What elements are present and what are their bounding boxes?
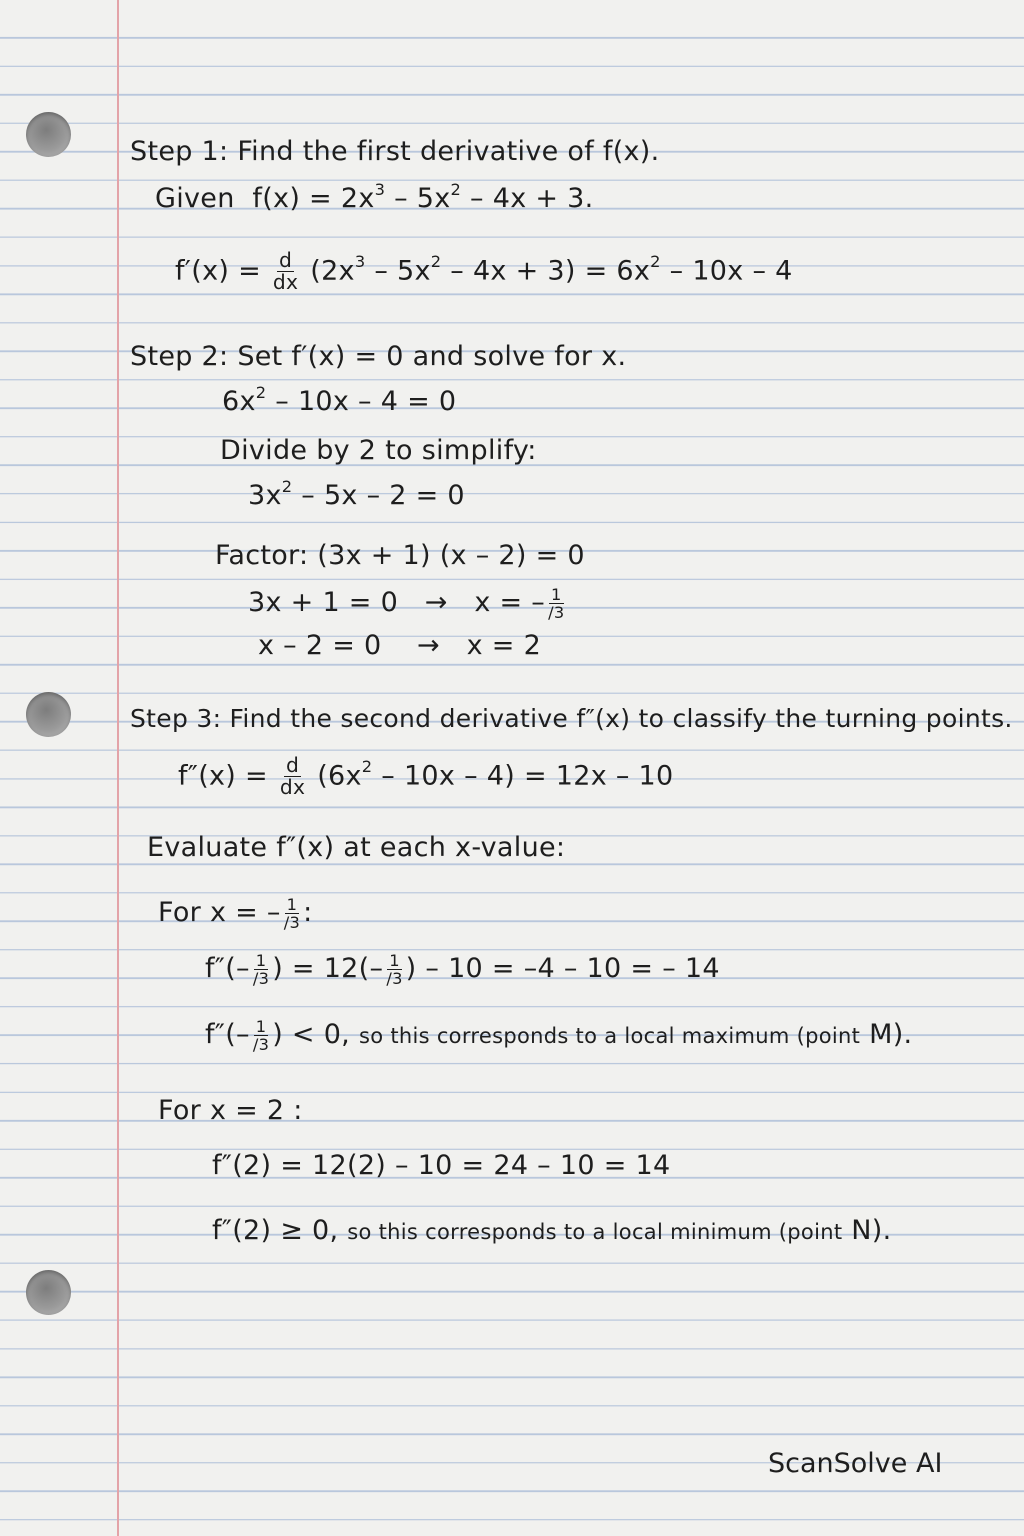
case1-concl-fraction: $\frac{1}{/3}$ [252, 1017, 270, 1054]
divide-note: Divide by 2 to simplify: [220, 435, 537, 466]
step3-heading: Step 3: Find the second derivative f″(x) to classify the turning points. [130, 704, 1013, 733]
root1-line: 3x + 1 = 0 → x = – $\frac{1}{/3}$ [248, 585, 565, 622]
second-derivative-equation: f″(x) = $\frac{d}{dx}$ $(6x^2 - 10x - 4) = 12x - 10$ [178, 753, 674, 800]
scansolve-watermark: ScanSolve AI [768, 1448, 943, 1479]
case1-calc-fraction-b: $\frac{1}{/3}$ [386, 951, 403, 988]
case1-conclusion: f″(– $\frac{1}{/3}$ ) < 0, so this corresponds to a local maximum (point M). [205, 1017, 913, 1054]
d-dx-fraction-2: $\frac{d}{dx}$ [279, 753, 306, 800]
step1-heading: Step 1: Find the first derivative of f(x). [130, 136, 660, 167]
case1-calc-fraction-a: $\frac{1}{/3}$ [252, 951, 270, 988]
punch-hole-middle [26, 692, 71, 737]
case2-label: For x = 2 : [158, 1095, 303, 1126]
punch-hole-top [26, 112, 71, 157]
root2-line: x – 2 = 0 → x = 2 [258, 630, 542, 661]
case1-label: For x = – $\frac{1}{/3}$ : [158, 895, 313, 932]
d-dx-fraction: $\frac{d}{dx}$ [272, 248, 299, 295]
root1-fraction: $\frac{1}{/3}$ [548, 585, 565, 622]
case1-fraction: $\frac{1}{/3}$ [283, 895, 301, 932]
case2-calculation: f″(2) = 12(2) – 10 = 24 – 10 = 14 [212, 1150, 671, 1181]
case1-calculation: f″(– $\frac{1}{/3}$ ) = 12(– $\frac{1}{/3}$ ) – 10 = –4 – 10 = – 14 [205, 951, 720, 988]
case2-conclusion: f″(2) ≥ 0, so this corresponds to a local minimum (point N). [212, 1215, 892, 1246]
factor-line: Factor: (3x + 1) (x – 2) = 0 [215, 540, 585, 571]
margin-line [117, 0, 119, 1536]
evaluate-note: Evaluate f″(x) at each x-value: [147, 832, 566, 863]
given-equation: Given $f(x) = 2x^3 - 5x^2 - 4x + 3$. [155, 179, 594, 214]
step2-heading: Step 2: Set f′(x) = 0 and solve for x. [130, 341, 627, 372]
simplified-equation: $3x^2 - 5x - 2 = 0$ [248, 476, 465, 511]
punch-hole-bottom [26, 1270, 71, 1315]
first-derivative-equation: f′(x) = $\frac{d}{dx}$ $(2x^3 - 5x^2 - 4x + 3) = 6x^2 - 10x - 4$ [175, 248, 793, 295]
quadratic-equation: $6x^2 - 10x - 4 = 0$ [222, 382, 457, 417]
